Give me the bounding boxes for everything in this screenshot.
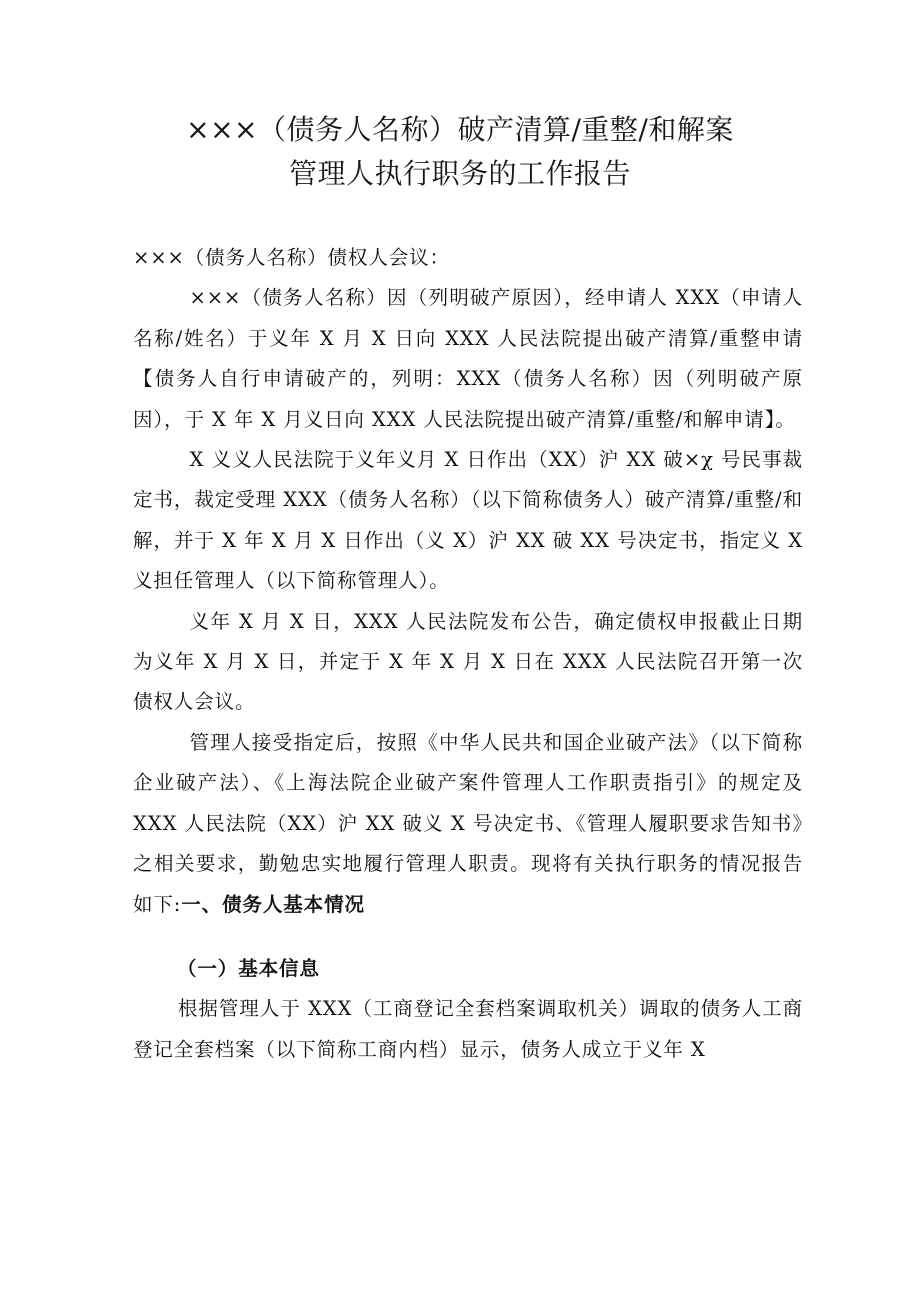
- report-body: [133, 238, 803, 1070]
- report-title: [0, 108, 920, 196]
- paragraph-court-announcement: 义年 X 月 X 日，XXX 人民法院发布公告，确定债权申报截止日期为义年 X 月 X 日，并定于 X 年 X 月 X 日在 XXX 人民法院召开第一次债权人会议。: [133, 609, 803, 714]
- subheading-basic-information: （一）基本信息: [177, 956, 320, 980]
- paragraph-manager-duties: [133, 723, 803, 925]
- paragraph-bankruptcy-application: ×××（债务人名称）因（列明破产原因），经申请人 XXX（申请人名称/姓名）于义年 X 月 X 日向 XXX 人民法院提出破产清算/重整申请【债务人自行申请破产的，列明：XXX（债务人名称）因（列明破产原因），于 X 年 X 月义日向 XXX 人民法院提出破产清算/重整/和解申请】。: [133, 286, 803, 431]
- paragraph-business-registration: 根据管理人于 XXX（工商登记全套档案调取机关）调取的债务人工商登记全套档案（以下简称工商内档）显示，债务人成立于义年 X: [133, 997, 803, 1061]
- section-heading-debtor-basic-info: 一、债务人基本情况: [181, 892, 365, 916]
- salutation: ×××（债务人名称）债权人会议：: [133, 246, 450, 269]
- title-line-2: 管理人执行职务的工作报告: [288, 157, 631, 190]
- paragraph-court-ruling: X 义义人民法院于义年义月 X 日作出（XX）沪 XX 破×χ 号民事裁定书，裁定受理 XXX（债务人名称）（以下简称债务人）破产清算/重整/和解，并于 X 年 X 月 X 日作出（义 X）沪 XX 破 XX 号决定书，指定义 X 义担任管理人（以下简称管理人）。: [133, 448, 803, 593]
- title-line-1: ×××（债务人名称）破产清算/重整/和解案: [186, 113, 734, 146]
- duties-text: 管理人接受指定后，按照《中华人民共和国企业破产法》（以下简称企业破产法）、《上海法院企业破产案件管理人工作职责指引》的规定及 XXX 人民法院（XX）沪 XX 破义 X 号决定书、《管理人履职要求告知书》之相关要求，勤勉忠实地履行管理人职责。现将有关执行职务的情况报告如下:: [133, 730, 803, 916]
